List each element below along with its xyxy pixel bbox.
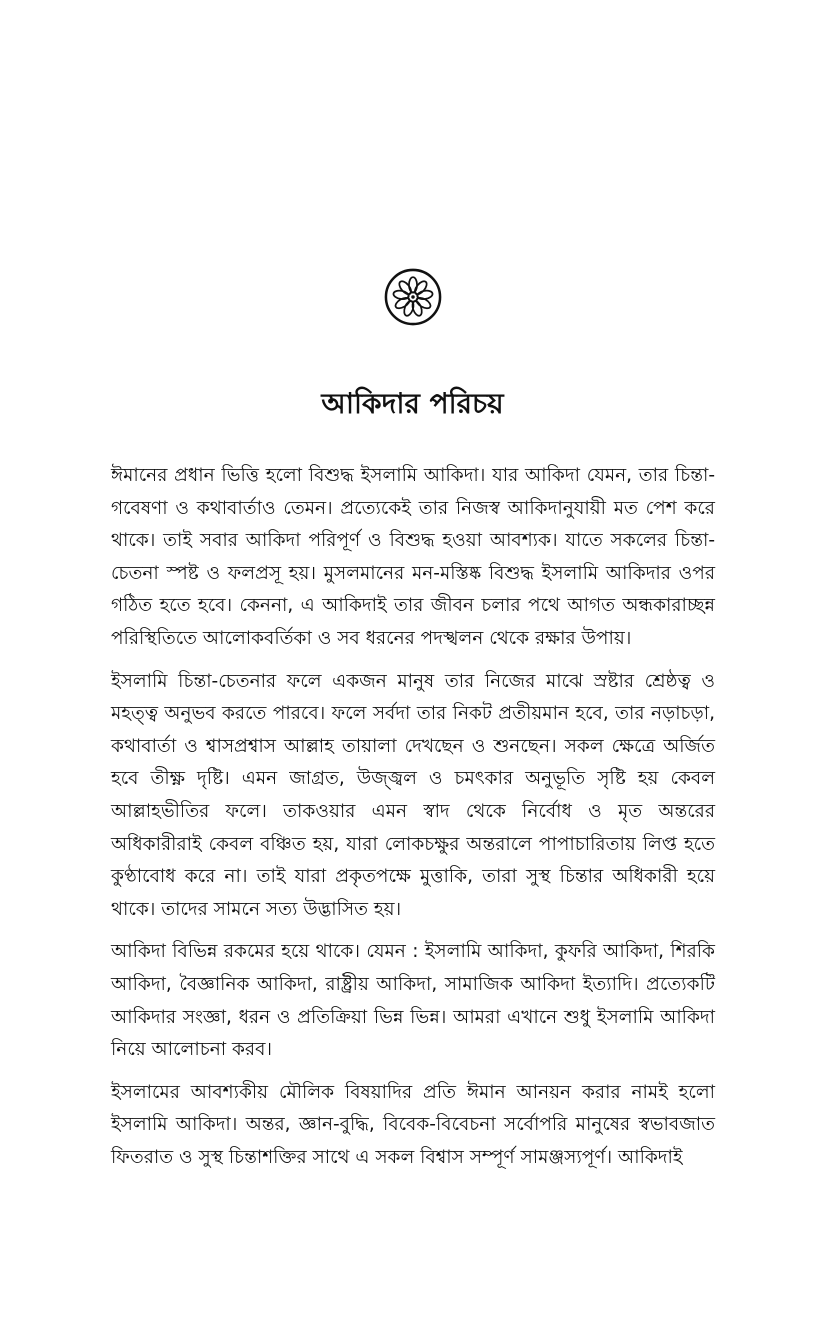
paragraph-1: ঈমানের প্রধান ভিত্তি হলো বিশুদ্ধ ইসলামি আকিদা। যার আকিদা যেমন, তার চিন্তা-গবেষণা ও কথাবার্তাও তেমন। প্রত্যেকেই তার নিজস্ব আকিদানুযায়ী মত পেশ করে থাকে। তাই সবার আকিদা পরিপূর্ণ ও বিশুদ্ধ হওয়া আবশ্যক। যাতে সকলের চিন্তা-চেতনা স্পষ্ট ও ফলপ্রসূ হয়। মুসলমানের মন-মস্তিষ্ক বিশুদ্ধ ইসলামি আকিদার ওপর গঠিত হতে হবে। কেননা, এ আকিদাই তার জীবন চলার পথে আগত অন্ধকারাচ্ছন্ন পরিস্থিতিতে আলোকবর্তিকা ও সব ধরনের পদস্খলন থেকে রক্ষার উপায়। <box>111 465 715 649</box>
body-text <box>111 460 715 1184</box>
paragraph-4: ইসলামের আবশ্যকীয় মৌলিক বিষয়াদির প্রতি ঈমান আনয়ন করার নামই হলো ইসলামি আকিদা। অন্তর, জ্ঞান-বুদ্ধি, বিবেক-বিবেচনা সর্বোপরি মানুষের স্বভাবজাত ফিতরাত ও সুস্থ চিন্তাশক্তির সাথে এ সকল বিশ্বাস সম্পূর্ণ সামঞ্জস্যপূর্ণ। আকিদাই <box>111 1081 715 1168</box>
paragraph-3: আকিদা বিভিন্ন রকমের হয়ে থাকে। যেমন : ইসলামি আকিদা, কুফরি আকিদা, শিরকি আকিদা, বৈজ্ঞানিক আকিদা, রাষ্ট্রীয় আকিদা, সামাজিক আকিদা ইত্যাদি। প্রত্যেকটি আকিদার সংজ্ঞা, ধরন ও প্রতিক্রিয়া ভিন্ন ভিন্ন। আমরা এখানে শুধু ইসলামি আকিদা নিয়ে আলোচনা করব। <box>111 941 715 1061</box>
flower-ornament-icon <box>384 268 442 326</box>
chapter-title: আকিদার পরিচয় <box>321 387 504 420</box>
paragraph-2: ইসলামি চিন্তা-চেতনার ফলে একজন মানুষ তার নিজের মাঝে স্রষ্টার শ্রেষ্ঠত্ব ও মহত্ত্ব অনুভব করতে পারবে। ফলে সর্বদা তার নিকট প্রতীয়মান হবে, তার নড়াচড়া, কথাবার্তা ও শ্বাসপ্রশ্বাস আল্লাহ তায়ালা দেখছেন ও শুনছেন। সকল ক্ষেত্রে অর্জিত হবে তীক্ষ্ণ দৃষ্টি। এমন জাগ্রত, উজ্জ্বল ও চমৎকার অনুভূতি সৃষ্টি হয় কেবল আল্লাহভীতির ফলে। তাকওয়ার এমন স্বাদ থেকে নির্বোধ ও মৃত অন্তরের অধিকারীরাই কেবল বঞ্চিত হয়, যারা লোকচক্ষুর অন্তরালে পাপাচারিতায় লিপ্ত হতে কুণ্ঠাবোধ করে না। তাই যারা প্রকৃতপক্ষে মুত্তাকি, তারা সুস্থ চিন্তার অধিকারী হয়ে থাকে। তাদের সামনে সত্য উদ্ভাসিত হয়। <box>111 670 715 920</box>
